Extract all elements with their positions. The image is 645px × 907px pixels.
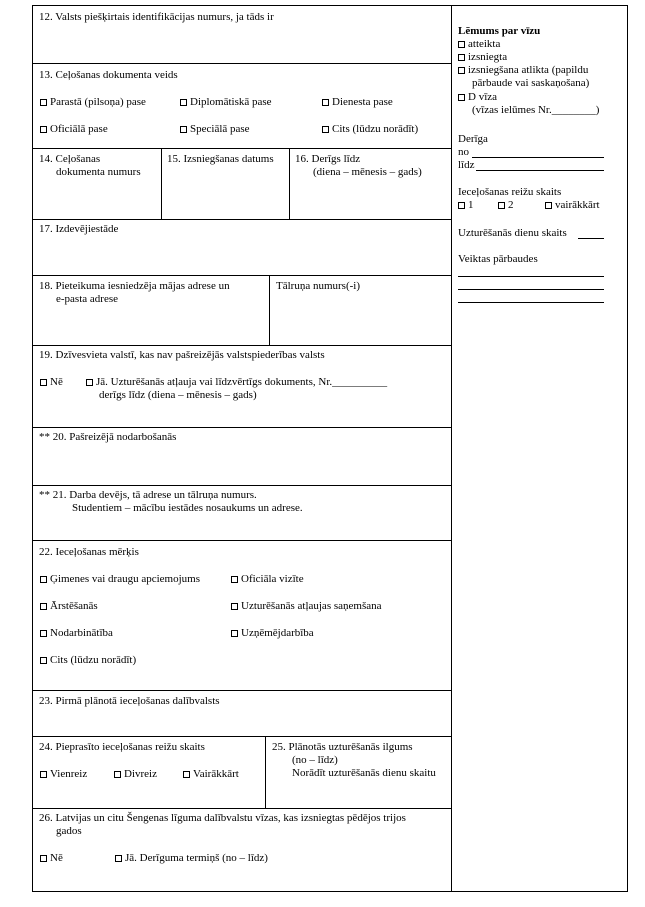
column-divider <box>451 5 452 892</box>
purpose-business[interactable] <box>231 627 314 639</box>
option-label: atteikta <box>468 38 501 50</box>
checkbox[interactable] <box>40 630 47 637</box>
entries-count-1[interactable] <box>458 199 474 211</box>
prior-visas-no[interactable] <box>40 852 63 864</box>
checkbox[interactable] <box>458 67 465 74</box>
cell-divider <box>161 148 162 219</box>
valid-to-input[interactable] <box>476 170 604 171</box>
field-21-label: ** 21. Darba devējs, tā adrese un tālruņa numurs. <box>39 489 257 501</box>
option-label: Diplomātiskā pase <box>190 96 272 108</box>
entries-multiple[interactable] <box>183 768 239 780</box>
option-label: Ģimenes vai draugu apciemojums <box>50 573 200 585</box>
residence-no[interactable] <box>40 376 63 388</box>
entries-count-label: Ieceļošanas reižu skaits <box>458 186 562 198</box>
row-divider <box>32 808 451 809</box>
option-label: vairākkārt <box>555 199 600 211</box>
doc-type-other[interactable] <box>322 123 418 135</box>
option-label: izsniegta <box>468 51 508 63</box>
field-22-label: 22. Ieceļošanas mērķis <box>39 546 139 558</box>
checks-line-2[interactable] <box>458 289 604 290</box>
field-19-label: 19. Dzīvesvieta valstī, kas nav pašreizējās valstspiederības valsts <box>39 349 325 361</box>
field-15-label: 15. Izsniegšanas datums <box>167 153 274 165</box>
field-23-label: 23. Pirmā plānotā ieceļošanas dalībvalsts <box>39 695 220 707</box>
option-label: Nodarbinātība <box>50 627 113 639</box>
doc-type-ordinary[interactable] <box>40 96 146 108</box>
field-12-label: 12. Valsts piešķirtais identifikācijas numurs, ja tāds ir <box>39 11 274 23</box>
option-label: Uzņēmējdarbība <box>241 627 314 639</box>
entries-single[interactable] <box>40 768 87 780</box>
field-25-days-label: Norādīt uzturēšanās dienu skaitu <box>292 767 436 779</box>
field-26-label-cont: gados <box>56 825 82 837</box>
checkbox[interactable] <box>40 657 47 664</box>
option-label: Jā. Derīguma termiņš (no – līdz) <box>125 852 268 864</box>
field-25-label: 25. Plānotās uzturēšanās ilgums <box>272 741 413 753</box>
decision-issued[interactable] <box>458 51 507 63</box>
field-25-label-cont: (no – līdz) <box>292 754 338 766</box>
cell-divider <box>269 275 270 345</box>
option-label: Nē <box>50 852 63 864</box>
row-divider <box>32 345 451 346</box>
row-divider <box>32 219 451 220</box>
decision-postponed-cont: pārbaude vai saskaņošana) <box>472 77 590 89</box>
row-divider <box>32 275 451 276</box>
doc-type-diplomatic[interactable] <box>180 96 272 108</box>
option-label: Vienreiz <box>50 768 88 780</box>
row-divider <box>32 736 451 737</box>
stay-days-input[interactable] <box>578 238 604 239</box>
checkbox[interactable] <box>40 603 47 610</box>
phone-label: Tālruņa numurs(-i) <box>276 280 360 292</box>
checks-line-1[interactable] <box>458 276 604 277</box>
checkbox[interactable] <box>115 855 122 862</box>
checkbox[interactable] <box>86 379 93 386</box>
checkbox[interactable] <box>40 576 47 583</box>
purpose-visit-family[interactable] <box>40 573 200 585</box>
field-24-label: 24. Pieprasīto ieceļošanas reižu skaits <box>39 741 205 753</box>
purpose-official-visit[interactable] <box>231 573 304 585</box>
doc-type-special[interactable] <box>180 123 250 135</box>
option-label: Uzturēšanās atļaujas saņemšana <box>241 600 382 612</box>
checkbox[interactable] <box>40 855 47 862</box>
decision-title: Lēmums par vīzu <box>458 25 541 37</box>
checkbox[interactable] <box>40 379 47 386</box>
option-label: Cits (lūdzu norādīt) <box>332 123 419 135</box>
option-label: Parastā (pilsoņa) pase <box>50 96 146 108</box>
checkbox[interactable] <box>231 630 238 637</box>
option-label: 2 <box>508 199 514 211</box>
option-label: 1 <box>468 199 474 211</box>
checkbox[interactable] <box>322 99 329 106</box>
checkbox[interactable] <box>114 771 121 778</box>
checkbox[interactable] <box>498 202 505 209</box>
valid-from-input[interactable] <box>472 157 604 158</box>
purpose-residence-permit[interactable] <box>231 600 382 612</box>
checkbox[interactable] <box>40 126 47 133</box>
checkbox[interactable] <box>458 202 465 209</box>
row-divider <box>32 63 451 64</box>
purpose-employment[interactable] <box>40 627 113 639</box>
checkbox[interactable] <box>545 202 552 209</box>
option-label: D vīza <box>468 91 498 103</box>
option-label: Ārstēšanās <box>50 600 98 612</box>
entries-double[interactable] <box>114 768 157 780</box>
field-20-label: ** 20. Pašreizējā nodarbošanās <box>39 431 177 443</box>
field-14-label-cont: dokumenta numurs <box>56 166 141 178</box>
checkbox[interactable] <box>180 99 187 106</box>
checks-line-3[interactable] <box>458 302 604 303</box>
row-divider <box>32 690 451 691</box>
residence-yes[interactable] <box>86 376 387 388</box>
checkbox[interactable] <box>183 771 190 778</box>
decision-d-visa-number: (vīzas ielūmes Nr.________) <box>472 104 600 116</box>
field-13-label: 13. Ceļošanas dokumenta veids <box>39 69 178 81</box>
valid-label: Derīga <box>458 133 488 145</box>
checkbox[interactable] <box>458 54 465 61</box>
purpose-medical[interactable] <box>40 600 98 612</box>
residence-valid-until: derīgs līdz (diena – mēnesis – gads) <box>99 389 257 401</box>
checkbox[interactable] <box>40 99 47 106</box>
doc-type-official[interactable] <box>40 123 108 135</box>
entries-count-2[interactable] <box>498 199 514 211</box>
field-18-label: 18. Pieteikuma iesniedzēja mājas adrese un <box>39 280 230 292</box>
cell-divider <box>265 736 266 808</box>
checkbox[interactable] <box>458 41 465 48</box>
checkbox[interactable] <box>180 126 187 133</box>
valid-from-label: no <box>458 146 469 158</box>
field-18-label-cont: e-pasta adrese <box>56 293 118 305</box>
checks-label: Veiktas pārbaudes <box>458 253 538 265</box>
field-21-label-cont: Studentiem – mācību iestādes nosaukums un adrese. <box>72 502 303 514</box>
row-divider <box>32 427 451 428</box>
option-label: Oficiāla vizīte <box>241 573 304 585</box>
cell-divider <box>289 148 290 219</box>
option-label: Dienesta pase <box>332 96 393 108</box>
checkbox[interactable] <box>40 771 47 778</box>
prior-visas-yes[interactable] <box>115 852 268 864</box>
checkbox[interactable] <box>231 603 238 610</box>
option-label: Oficiālā pase <box>50 123 108 135</box>
option-label: izsniegšana atlikta (papildu <box>468 64 589 76</box>
option-label: Cits (lūdzu norādīt) <box>50 654 137 666</box>
row-divider <box>32 148 451 149</box>
checkbox[interactable] <box>458 94 465 101</box>
entries-count-multiple[interactable] <box>545 199 600 211</box>
checkbox[interactable] <box>322 126 329 133</box>
option-label: Divreiz <box>124 768 157 780</box>
option-label: Nē <box>50 376 63 388</box>
doc-type-service[interactable] <box>322 96 393 108</box>
field-16-label-cont: (diena – mēnesis – gads) <box>313 166 422 178</box>
checkbox[interactable] <box>231 576 238 583</box>
valid-to-label: līdz <box>458 159 475 171</box>
row-divider <box>32 485 451 486</box>
option-label: Vairākkārt <box>193 768 239 780</box>
decision-d-visa[interactable] <box>458 91 497 103</box>
option-label: Speciālā pase <box>190 123 250 135</box>
field-17-label: 17. Izdevējiestāde <box>39 223 119 235</box>
row-divider <box>32 540 451 541</box>
field-14-label: 14. Ceļošanas <box>39 153 101 165</box>
field-26-label: 26. Latvijas un citu Šengenas līguma dalībvalstu vīzas, kas izsniegtas pēdējos trijos <box>39 812 406 824</box>
option-label: Jā. Uzturēšanās atļauja vai līdzvērtīgs dokuments, Nr.__________ <box>96 376 388 388</box>
decision-refused[interactable] <box>458 38 500 50</box>
stay-days-label: Uzturēšanās dienu skaits <box>458 227 567 239</box>
purpose-other[interactable] <box>40 654 136 666</box>
decision-postponed[interactable] <box>458 64 588 76</box>
field-16-label: 16. Derīgs līdz <box>295 153 361 165</box>
